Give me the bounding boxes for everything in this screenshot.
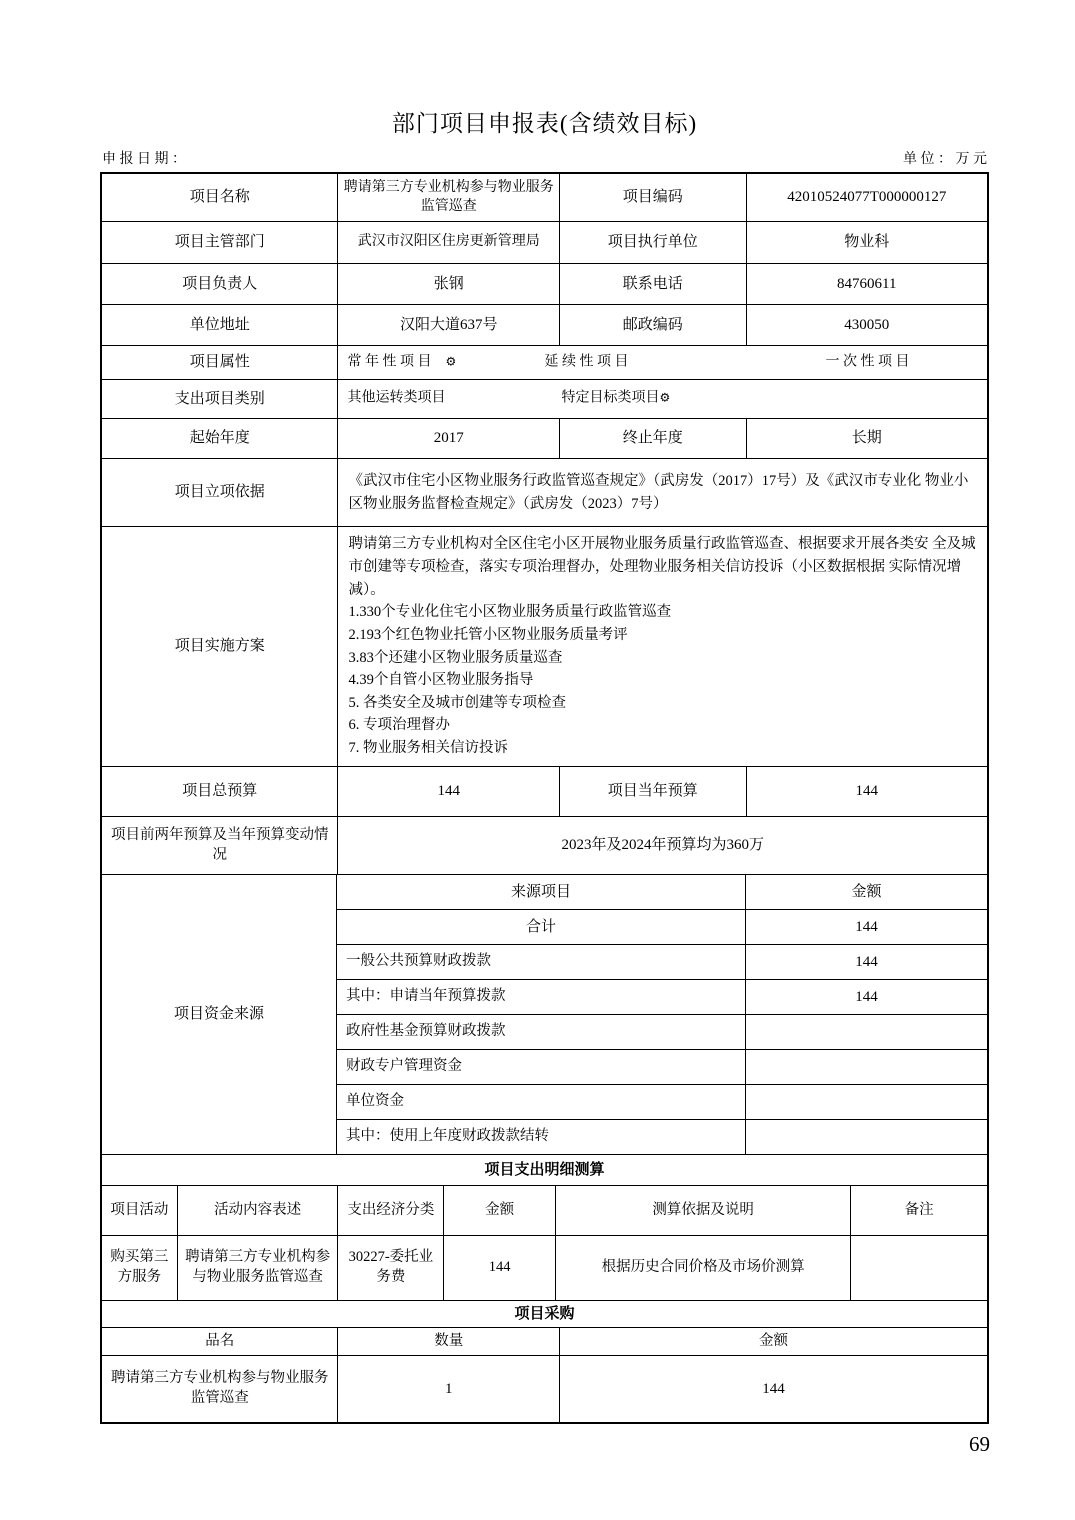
- procurement-quantity: 1: [338, 1356, 560, 1422]
- start-year-value: 2017: [338, 419, 560, 459]
- funding-row: [337, 1085, 987, 1120]
- funding-amount-header: 金额: [746, 875, 987, 910]
- funding-row-total: [337, 910, 987, 945]
- procurement-header-quantity: 数量: [338, 1328, 560, 1356]
- plan-item: 1.330个专业化住宅小区物业服务质量行政监管巡查: [348, 604, 672, 621]
- procurement-name: 聘请第三方专业机构参与物业服务监管巡查: [102, 1356, 338, 1422]
- funding-source-name: 单位资金: [337, 1085, 746, 1120]
- basis-row: [102, 459, 987, 527]
- detail-category: 30227-委托业务费: [338, 1236, 444, 1301]
- plan-row: [102, 527, 987, 767]
- application-form-table: [100, 172, 989, 1424]
- form-document: [100, 0, 989, 1424]
- funding-amount: [746, 1085, 987, 1120]
- department-value: 武汉市汉阳区住房更新管理局: [338, 222, 560, 264]
- leader-label: 项目负责人: [102, 264, 338, 305]
- expense-type-row: [102, 380, 987, 419]
- plan-paragraph: 聘请第三方专业机构对全区住宅小区开展物业服务质量行政监管巡查、根据要求开展各类安 全及城市创建等专项检查，落实专项治理督办，处理物业服务相关信访投诉（小区数据根据 实际情况增减）。: [348, 536, 976, 598]
- option-specific-goal: 特定目标类项目⚙: [561, 390, 671, 406]
- detail-data-row: [102, 1236, 987, 1301]
- procurement-header-name: 品名: [102, 1328, 338, 1356]
- address-value: 汉阳大道637号: [338, 305, 560, 346]
- project-name-row: [102, 174, 987, 222]
- page-title: 部门项目申报表(含绩效目标): [391, 111, 698, 136]
- years-row: [102, 419, 987, 459]
- funding-label: 项目资金来源: [102, 875, 337, 1155]
- exec-unit-value: 物业科: [747, 222, 987, 264]
- funding-header-row: [337, 875, 987, 910]
- funding-source-name: 其中：申请当年预算拨款: [337, 980, 746, 1015]
- detail-header-content: 活动内容表述: [178, 1186, 339, 1236]
- basis-value: 《武汉市住宅小区物业服务行政监管巡查规定》（武房发（2017）17号）及《武汉市专业化 物业小区物业服务监督检查规定》（武房发（2023）7号）: [338, 459, 987, 527]
- year-budget-value: 144: [747, 767, 987, 817]
- plan-item: 2.193个红色物业托管小区物业服务质量考评: [348, 626, 628, 643]
- funding-source-header: 来源项目: [337, 875, 746, 910]
- funding-source-name: 财政专户管理资金: [337, 1050, 746, 1085]
- funding-subtable: [337, 875, 987, 1155]
- exec-unit-label: 项目执行单位: [560, 222, 747, 264]
- department-row: [102, 222, 987, 264]
- plan-item: 4.39个自管小区物业服务指导: [348, 672, 534, 689]
- leader-row: [102, 264, 987, 305]
- selected-option-icon: ⚙: [445, 354, 457, 369]
- budget-row: [102, 767, 987, 817]
- project-name-label: 项目名称: [102, 174, 338, 222]
- project-name-value: 聘请第三方专业机构参与物业服务监管巡查: [338, 174, 560, 222]
- start-year-label: 起始年度: [102, 419, 338, 459]
- funding-section: [102, 875, 987, 1155]
- meta-line: [100, 148, 989, 168]
- address-label: 单位地址: [102, 305, 338, 346]
- detail-basis: 根据历史合同价格及市场价测算: [556, 1236, 851, 1301]
- funding-amount: 144: [746, 980, 987, 1015]
- detail-header-amount: 金额: [444, 1186, 556, 1236]
- leader-value: 张钢: [338, 264, 560, 305]
- funding-row: [337, 945, 987, 980]
- funding-source-name: 一般公共预算财政拨款: [337, 945, 746, 980]
- procurement-data-row: [102, 1356, 987, 1422]
- option-other-operation: 其他运转类项目: [347, 390, 446, 406]
- project-code-label: 项目编码: [560, 174, 747, 222]
- funding-source-name: 政府性基金预算财政拨款: [337, 1015, 746, 1050]
- funding-amount: [746, 1120, 987, 1155]
- end-year-label: 终止年度: [560, 419, 747, 459]
- attribute-label: 项目属性: [102, 346, 338, 380]
- procurement-amount: 144: [762, 1380, 785, 1397]
- basis-label: 项目立项依据: [102, 459, 338, 527]
- address-row: [102, 305, 987, 346]
- detail-title-row: [102, 1155, 987, 1186]
- prev-budget-label: 项目前两年预算及当年预算变动情况: [102, 817, 338, 875]
- funding-amount: 144: [746, 945, 987, 980]
- plan-item: 5. 各类安全及城市创建等专项检查: [348, 694, 566, 711]
- prev-budget-row: [102, 817, 987, 875]
- unit-label: 单 位 ： 万 元: [903, 152, 987, 167]
- procurement-header-row: [102, 1328, 987, 1356]
- plan-item: 3.83个还建小区物业服务质量巡查: [348, 649, 563, 666]
- procurement-section-title: 项目采购: [102, 1301, 987, 1328]
- plan-item: 6. 专项治理督办: [348, 717, 450, 734]
- declare-date-label: 申 报 日 期 ：: [102, 152, 186, 167]
- detail-header-note: 备注: [851, 1186, 987, 1236]
- funding-amount: [746, 1015, 987, 1050]
- funding-source-name: 合计: [337, 910, 746, 945]
- detail-header-row: [102, 1186, 987, 1236]
- detail-section-title: 项目支出明细测算: [102, 1155, 987, 1186]
- expense-type-options: [338, 380, 987, 419]
- procurement-header-amount: 金额: [560, 1328, 987, 1356]
- detail-note: [851, 1236, 987, 1301]
- funding-row: [337, 1050, 987, 1085]
- postcode-value: 430050: [747, 305, 987, 346]
- detail-amount: 144: [444, 1236, 556, 1301]
- funding-amount: 144: [746, 910, 987, 945]
- project-code-value: 42010524077T000000127: [747, 174, 987, 222]
- postcode-label: 邮政编码: [560, 305, 747, 346]
- detail-content: 聘请第三方专业机构参与物业服务监管巡查: [178, 1236, 339, 1301]
- option-perennial: 常 年 性 项 目 ⚙: [347, 354, 457, 370]
- plan-label: 项目实施方案: [102, 527, 338, 767]
- detail-header-basis: 测算依据及说明: [556, 1186, 851, 1236]
- page-number: 69: [969, 1432, 990, 1456]
- prev-budget-value: 2023年及2024年预算均为360万: [338, 817, 987, 875]
- plan-value: [338, 527, 987, 767]
- option-one-time: 一 次 性 项 目: [825, 354, 910, 370]
- total-budget-label: 项目总预算: [102, 767, 338, 817]
- department-label: 项目主管部门: [102, 222, 338, 264]
- option-continuing: 延 续 性 项 目: [544, 354, 629, 370]
- funding-row: [337, 1015, 987, 1050]
- attribute-row: [102, 346, 987, 380]
- phone-value: 84760611: [747, 264, 987, 305]
- funding-row: [337, 980, 987, 1015]
- detail-header-activity: 项目活动: [102, 1186, 178, 1236]
- expense-type-label: 支出项目类别: [102, 380, 338, 419]
- selected-option-icon: ⚙: [659, 390, 671, 405]
- detail-header-category: 支出经济分类: [338, 1186, 444, 1236]
- total-budget-value: 144: [338, 767, 560, 817]
- detail-activity: 购买第三方服务: [102, 1236, 178, 1301]
- funding-source-name: 其中：使用上年度财政拨款结转: [337, 1120, 746, 1155]
- procurement-title-row: [102, 1301, 987, 1328]
- funding-row: [337, 1120, 987, 1155]
- funding-amount: [746, 1050, 987, 1085]
- attribute-options: [338, 346, 987, 380]
- plan-item: 7. 物业服务相关信访投诉: [348, 739, 508, 756]
- end-year-value: 长期: [747, 419, 987, 459]
- phone-label: 联系电话: [560, 264, 747, 305]
- year-budget-label: 项目当年预算: [560, 767, 747, 817]
